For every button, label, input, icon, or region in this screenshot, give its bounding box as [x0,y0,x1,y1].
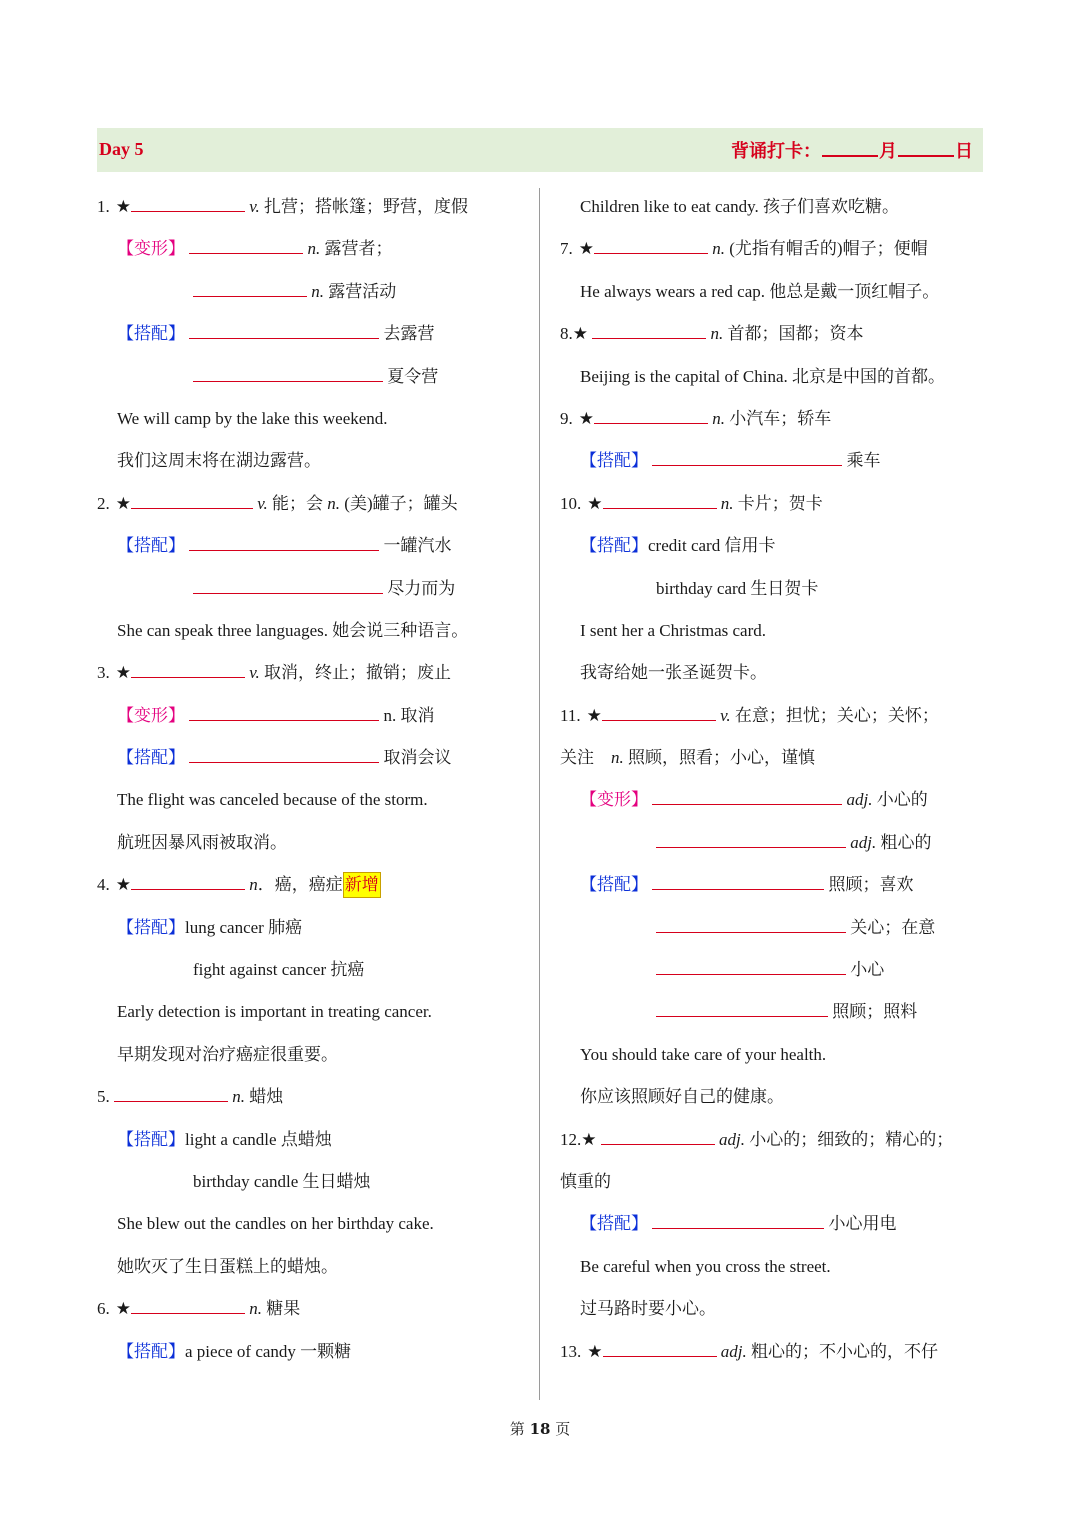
entry-2-head: 2. ★ v. 能；会 n. (美)罐子；罐头 [97,493,458,513]
entry-6-head: 6. ★ n. 糖果 [97,1299,301,1319]
entry-5-example-zh: 她吹灭了生日蛋糕上的蜡烛。 [117,1256,338,1276]
entry-4-example-zh: 早期发现对治疗癌症很重要。 [117,1044,338,1064]
entry-6-collocation: 【搭配】a piece of candy 一颗糖 [117,1341,352,1361]
answer-blank[interactable] [131,494,253,509]
entry-11-head: 11. ★ v. 在意；担忧；关心；关怀； [560,705,939,725]
entry-11-variant: 【变形】 adj. 小心的 [580,790,928,810]
entry-3-variant: 【变形】 n. 取消 [117,705,435,725]
answer-blank[interactable] [656,1002,828,1017]
answer-blank[interactable] [189,324,379,339]
entry-1-collocation-2: 夏令营 [97,356,527,398]
star-icon: ★ [586,705,602,725]
answer-blank[interactable] [652,790,842,805]
entry-1-collocation: 【搭配】 去露营 [117,324,435,344]
entry-5-collocation-2: birthday candle 生日蜡烛 [193,1171,371,1191]
answer-blank[interactable] [656,833,846,848]
entry-5-example-en: She blew out the candles on her birthday cake. [117,1214,434,1234]
entry-8-head: 8.★ n. 首都；国都；资本 [560,324,864,344]
entry-11-collocation-3: 小心 [560,949,985,991]
entry-3-example-en: The flight was canceled because of the storm. [117,790,428,810]
answer-blank[interactable] [114,1087,228,1102]
answer-blank[interactable] [652,451,842,466]
entry-2-collocation-2: 尽力而为 [97,568,527,610]
entry-11-collocation-2: 关心；在意 [560,907,985,949]
star-icon: ★ [578,408,594,428]
column-divider [539,188,540,1400]
star-icon: ★ [115,663,131,683]
day-blank[interactable] [898,139,954,157]
answer-blank[interactable] [652,1214,824,1229]
star-icon: ★ [115,875,131,895]
answer-blank[interactable] [189,748,379,763]
entry-4-collocation-2: fight against cancer 抗癌 [193,960,365,980]
entry-4-head: 4. ★ n．癌，癌症 新增 [97,864,527,906]
entry-12-head-cont: 慎重的 [560,1171,611,1191]
answer-blank[interactable] [193,579,383,594]
star-icon: ★ [115,493,131,513]
entry-3-collocation: 【搭配】 取消会议 [117,748,452,768]
month-blank[interactable] [822,139,878,157]
entry-12-example-zh: 过马路时要小心。 [580,1299,716,1319]
entry-3-example-zh: 航班因暴风雨被取消。 [117,832,287,852]
star-icon: ★ [578,239,594,259]
checkin-field [731,137,973,163]
entry-5-collocation: 【搭配】light a candle 点蜡烛 [117,1129,332,1149]
entry-11-variant-2: adj. 粗心的 [560,822,985,864]
star-icon: ★ [587,493,603,513]
new-badge: 新增 [343,872,381,898]
entry-9-collocation: 【搭配】 乘车 [580,451,881,471]
entry-10-head: 10. ★ n. 卡片；贺卡 [560,493,823,513]
day-title: Day 5 [99,139,144,159]
right-column [560,186,985,1373]
entry-4-collocation: 【搭配】lung cancer 肺癌 [117,917,303,937]
answer-blank[interactable] [131,197,245,212]
star-icon: ★ [115,197,131,216]
entry-11-head-cont: 关注 n. 照顾，照看；小心，谨慎 [560,748,815,768]
entry-8-example: Beijing is the capital of China. 北京是中国的首都。 [580,366,945,386]
answer-blank[interactable] [603,494,717,509]
day-label: 日 [955,141,973,162]
month-label: 月 [879,141,897,162]
entry-1-example-en: We will camp by the lake this weekend. [117,408,388,428]
entry-12-collocation: 【搭配】 小心用电 [580,1214,897,1234]
answer-blank[interactable] [594,409,708,424]
star-icon: ★ [115,1299,131,1319]
entry-3-head: 3. ★ v. 取消，终止；撤销；废止 [97,663,452,683]
answer-blank[interactable] [131,663,245,678]
entry-11-example-zh: 你应该照顾好自己的健康。 [580,1087,784,1107]
entry-6-example: Children like to eat candy. 孩子们喜欢吃糖。 [580,197,900,216]
answer-blank[interactable] [594,239,708,254]
answer-blank[interactable] [189,239,303,254]
answer-blank[interactable] [193,367,383,382]
entry-2-collocation: 【搭配】 一罐汽水 [117,536,452,556]
entry-7-head: 7. ★ n. (尤指有帽舌的)帽子；便帽 [560,239,928,259]
entry-13-head: 13. ★ adj. 粗心的；不小心的，不仔 [560,1341,938,1361]
star-icon: ★ [572,324,588,344]
entry-11-collocation-4: 照顾；照料 [560,991,985,1033]
entry-12-head: 12.★ adj. 小心的；细致的；精心的； [560,1129,954,1149]
answer-blank[interactable] [131,875,245,890]
star-icon: ★ [587,1341,603,1361]
entry-2-example: She can speak three languages. 她会说三种语言。 [117,620,469,640]
answer-blank[interactable] [131,1299,245,1314]
answer-blank[interactable] [652,875,824,890]
entry-11-collocation: 【搭配】 照顾；喜欢 [580,875,914,895]
entry-10-collocation-2: birthday card 生日贺卡 [656,578,819,598]
page-number: 第 18 页 [509,1420,571,1438]
entry-1-head: 1. ★ v. 扎营；搭帐篷；野营，度假 [97,197,469,216]
answer-blank[interactable] [193,282,307,297]
entry-10-collocation: 【搭配】credit card 信用卡 [580,536,776,556]
entry-1-variant: 【变形】 n. 露营者； [117,239,393,259]
answer-blank[interactable] [592,324,706,339]
answer-blank[interactable] [189,706,379,721]
checkin-label: 背诵打卡： [731,141,821,162]
entry-10-example-zh: 我寄给她一张圣诞贺卡。 [580,663,767,683]
entry-1-variant-2: n. 露营活动 [97,271,527,313]
entry-5-head: 5. n. 蜡烛 [97,1087,284,1107]
star-icon: ★ [581,1129,597,1149]
answer-blank[interactable] [602,706,716,721]
left-column [97,186,527,1373]
answer-blank[interactable] [603,1342,717,1357]
entry-4-example-en: Early detection is important in treating cancer. [117,1002,432,1022]
answer-blank[interactable] [656,918,846,933]
entry-9-head: 9. ★ n. 小汽车；轿车 [560,408,832,428]
answer-blank[interactable] [189,536,379,551]
answer-blank[interactable] [656,960,846,975]
entry-11-example-en: You should take care of your health. [580,1044,827,1064]
entry-12-example-en: Be careful when you cross the street. [580,1256,831,1276]
answer-blank[interactable] [601,1130,715,1145]
entry-1-example-zh: 我们这周末将在湖边露营。 [117,451,321,471]
entry-7-example: He always wears a red cap. 他总是戴一顶红帽子。 [580,281,940,301]
entry-10-example-en: I sent her a Christmas card. [580,620,766,640]
